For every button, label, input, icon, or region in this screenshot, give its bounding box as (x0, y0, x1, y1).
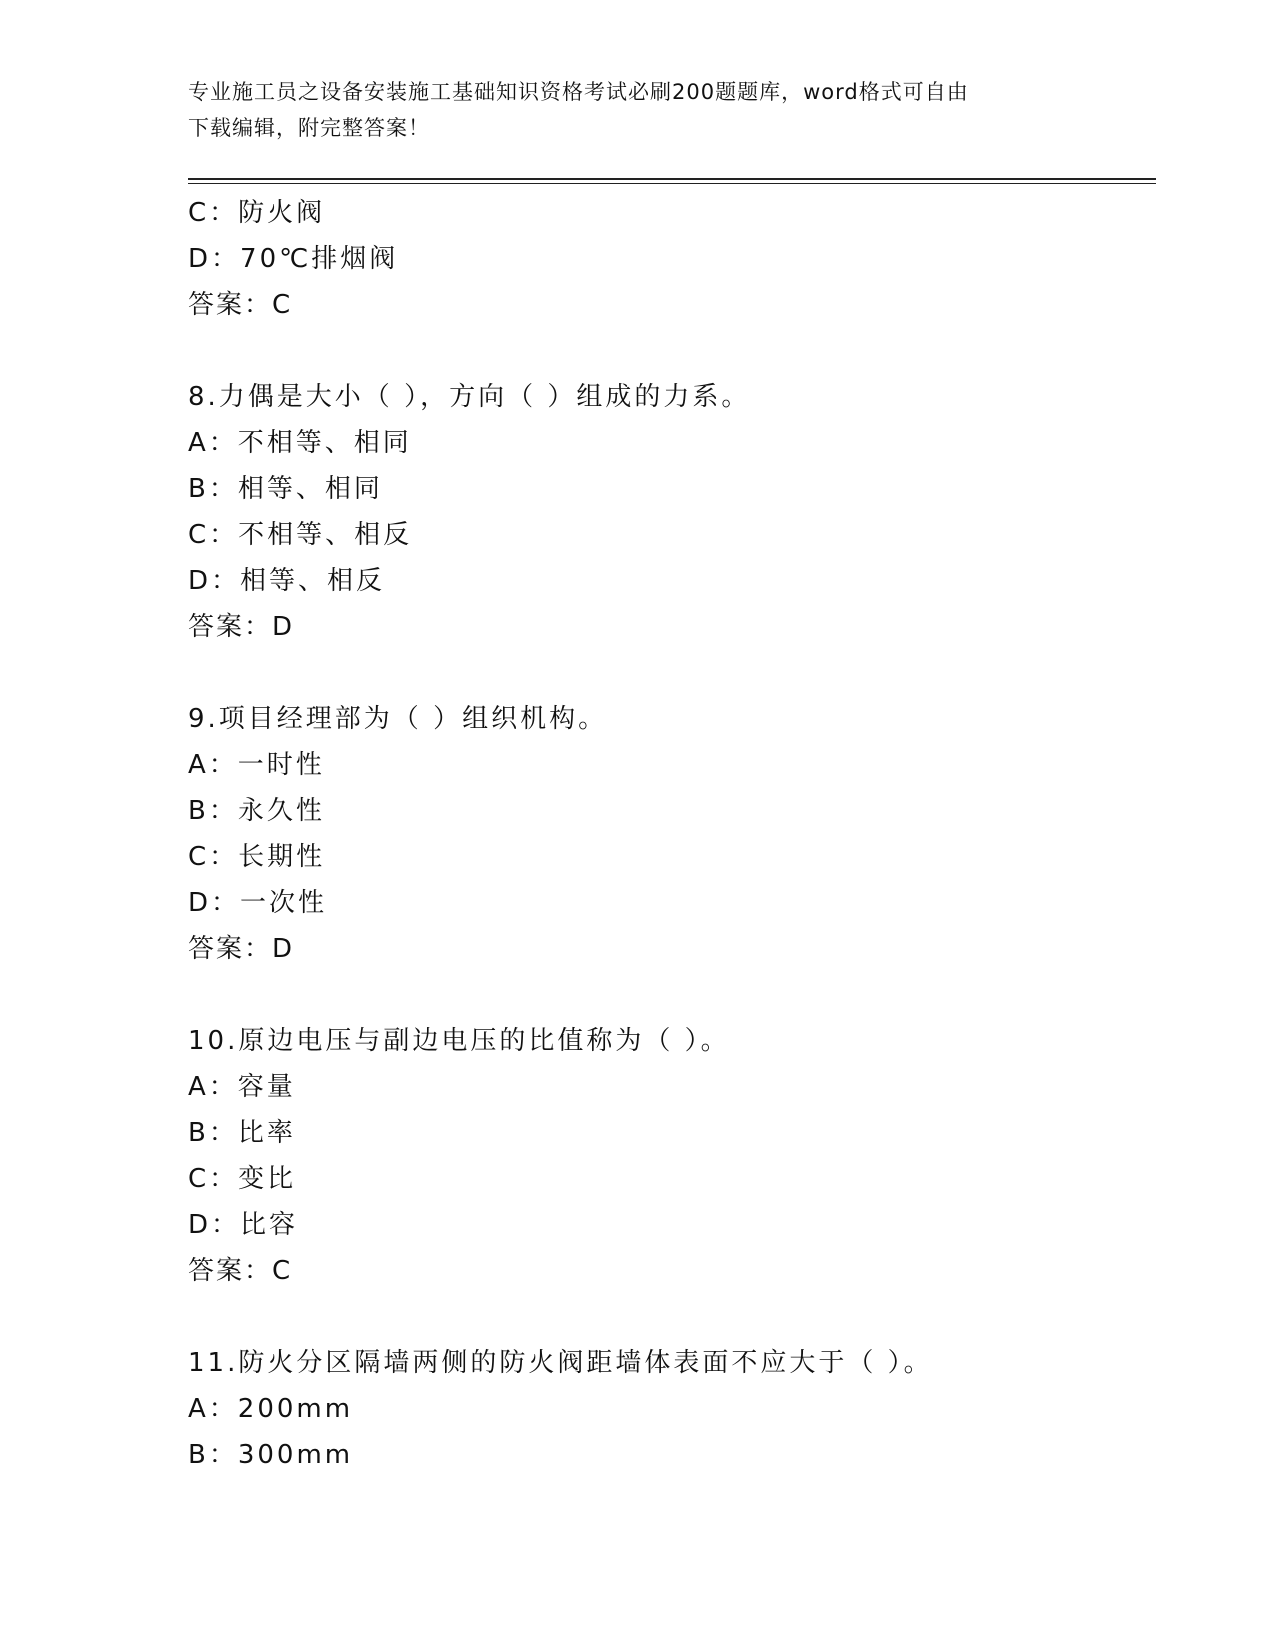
option-c: C：不相等、相反 (188, 520, 413, 550)
question-9 (188, 696, 1156, 972)
answer-line: 答案：D (188, 934, 295, 964)
header-divider-thick (188, 178, 1156, 180)
option-b: B：比率 (188, 1118, 296, 1148)
option-b: B：永久性 (188, 796, 325, 826)
question-7-fragment (188, 190, 1156, 328)
header-divider-thin (188, 183, 1156, 184)
question-stem: 11.防火分区隔墙两侧的防火阀距墙体表面不应大于（ ）。 (188, 1348, 933, 1378)
answer-line: 答案：C (188, 290, 293, 320)
option-a: A：200mm (188, 1394, 354, 1424)
option-c: C：长期性 (188, 842, 326, 872)
question-stem: 8.力偶是大小（ ），方向（ ）组成的力系。 (188, 382, 751, 412)
question-stem: 9.项目经理部为（ ）组织机构。 (188, 704, 608, 734)
option-d: D：一次性 (188, 888, 328, 918)
option-c: C：防火阀 (188, 198, 326, 228)
option-c: C：变比 (188, 1164, 297, 1194)
question-8 (188, 374, 1156, 650)
option-d: D：相等、相反 (188, 566, 386, 596)
question-list (188, 190, 1156, 1478)
option-a: A：不相等、相同 (188, 428, 412, 458)
question-10 (188, 1018, 1156, 1294)
header-title-line-1: 专业施工员之设备安装施工基础知识资格考试必刷200题题库，word格式可自由 (188, 80, 969, 104)
option-b: B：相等、相同 (188, 474, 383, 504)
answer-line: 答案：D (188, 612, 295, 642)
option-a: A：容量 (188, 1072, 296, 1102)
header-title-line-2: 下载编辑，附完整答案！ (188, 116, 430, 140)
option-a: A：一时性 (188, 750, 325, 780)
answer-line: 答案：C (188, 1256, 293, 1286)
option-d: D：比容 (188, 1210, 299, 1240)
question-11 (188, 1340, 1156, 1478)
document-header (188, 74, 1088, 146)
option-d: D：70℃排烟阀 (188, 244, 399, 274)
question-stem: 10.原边电压与副边电压的比值称为（ ）。 (188, 1026, 730, 1056)
option-b: B：300mm (188, 1440, 354, 1470)
